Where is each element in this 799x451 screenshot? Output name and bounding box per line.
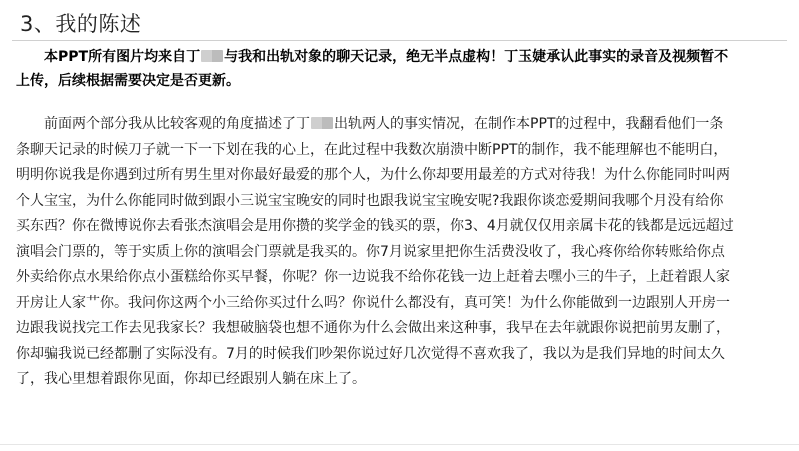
statement-paragraph	[16, 112, 791, 393]
statement-line-2: 条聊天记录的时候刀子就一下一下划在我的心上，在此过程中我数次崩溃中断PPT的制作，我不能理解也不能明白，	[16, 141, 728, 158]
statement-line-10: 你却骗我说已经都删了实际没有。7月的时候我们吵架你说过好几次觉得不喜欢我了，我以为是我们异地的时间太久	[16, 345, 725, 362]
page-title	[20, 10, 141, 38]
statement-line-4: 个人宝宝，为什么你能同时做到跟小三说宝宝晚安的同时也跟我说宝宝晚安呢?我跟你谈恋爱期间我哪个月没有给你	[16, 192, 724, 209]
title-number: 3、	[20, 12, 56, 36]
redaction-mosaic	[311, 117, 333, 129]
statement-line-6: 演唱会门票的，等于实质上你的演唱会门票就是我买的。你7月说家里把你生活费没收了，我心疼你给你转账给你点	[16, 243, 725, 260]
slide-bottom-edge	[0, 444, 799, 445]
notice-line-1-start: 本PPT所有图片均来自丁	[44, 49, 201, 65]
statement-line-5: 买东西？你在微博说你去看张杰演唱会是用你攒的奖学金的钱买的票，你3、4月就仅仅用亲属卡花的钱都是远远超过	[16, 218, 734, 234]
statement-line-1-start: 前面两个部分我从比较客观的角度描述了丁	[44, 116, 310, 132]
statement-line-3: 明明你说我是你遇到过所有男生里对你最好最爱的那个人，为什么你却要用最差的方式对待我！为什么你能同时叫两	[16, 167, 730, 183]
notice-line-1-end: 与我和出轨对象的聊天记录，绝无半点虚构！丁玉婕承认此事实的录音及视频暂不	[224, 49, 729, 65]
notice-line-2: 上传，后续根据需要决定是否更新。	[16, 73, 240, 89]
statement-line-1	[16, 112, 791, 138]
statement-line-9: 边跟我说找完工作去见我家长？我想破脑袋也想不通你为什么会做出来这种事，我早在去年就跟你说把前男友删了，	[16, 320, 730, 336]
statement-line-7: 外卖给你点水果给你点小蛋糕给你买早餐，你呢？你一边说我不给你花钱一边上赶着去嘿小三的牛子，上赶着跟人家	[16, 269, 730, 285]
statement-line-11: 了，我心里想着跟你见面，你却已经跟别人躺在床上了。	[16, 371, 366, 387]
title-text: 我的陈述	[55, 12, 142, 36]
statement-line-8: 开房让人家艹你。我问你这两个小三给你买过什么吗？你说什么都没有，真可笑！为什么你能做到一边跟别人开房一	[16, 294, 730, 311]
statement-line-1-end: 出轨两人的事实情况，在制作本PPT的过程中，我翻看他们一条	[334, 116, 724, 132]
notice-line-1	[16, 45, 786, 69]
source-notice	[16, 45, 786, 93]
redaction-mosaic	[201, 50, 223, 62]
title-divider	[12, 40, 787, 41]
